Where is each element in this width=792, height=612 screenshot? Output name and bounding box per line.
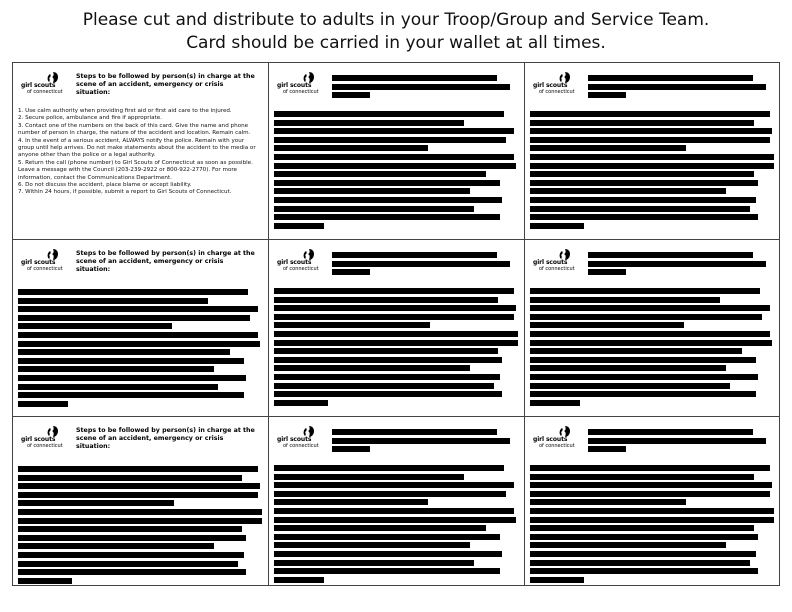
redacted-text-bar [530,365,726,371]
card-grid [12,62,780,586]
redacted-text-bar [18,466,258,472]
redacted-text-bar [274,288,514,294]
girl-scouts-logo [277,429,329,451]
redacted-text-bar [18,509,262,515]
emergency-card-redacted [13,240,269,417]
emergency-step: 2. Secure police, ambulance and fire if appropriate. [18,115,162,122]
redacted-text-bar [274,180,500,186]
redacted-text-bar [274,348,498,354]
emergency-step: 6. Do not discuss the accident, place blame or accept liability. [18,182,192,189]
redacted-title-bar [588,429,753,435]
redacted-text-bar [274,491,506,497]
redacted-text-bar [530,197,756,203]
redacted-text-bar [530,340,772,346]
redacted-text-bar [530,383,730,389]
girl-scouts-logo [21,75,73,97]
girl-scouts-logo [533,252,585,274]
redacted-text-bar [18,500,174,506]
instructions-header [0,9,792,55]
redacted-title-bar [588,269,626,275]
redacted-text-bar [274,517,516,523]
redacted-text-bar [274,223,324,229]
redacted-text-bar [18,298,208,304]
emergency-card-redacted [13,417,269,585]
redacted-text-bar [274,206,474,212]
redacted-text-bar [274,111,504,117]
redacted-text-bar [274,340,518,346]
redacted-text-bar [530,499,686,505]
logo-wordmark: girl scouts [277,82,312,89]
redacted-text-bar [530,348,742,354]
logo-wordmark: girl scouts [533,82,568,89]
instructions-line-1: Please cut and distribute to adults in your Troop/Group and Service Team. [82,10,710,30]
redacted-text-bar [18,349,230,355]
redacted-text-bar [274,214,500,220]
redacted-text-bar [530,297,720,303]
redacted-text-bar [530,525,754,531]
redacted-title-bar [332,261,510,267]
redacted-text-bar [18,375,246,381]
emergency-step: 7. Within 24 hours, if possible, submit a report to Girl Scouts of Connecticut. [18,189,232,196]
redacted-text-bar [274,560,474,566]
redacted-text-bar [530,534,758,540]
redacted-text-bar [274,525,486,531]
instructions-line-2: Card should be carried in your wallet at all times. [186,33,606,53]
redacted-title-bar [332,429,497,435]
redacted-text-bar [18,483,260,489]
redacted-text-bar [18,341,260,347]
redacted-text-bar [274,508,514,514]
redacted-text-bar [530,111,770,117]
redacted-text-bar [18,518,262,524]
logo-wordmark: girl scouts [21,436,56,443]
redacted-text-bar [18,543,214,549]
redacted-title-bar [332,446,370,452]
redacted-text-bar [530,305,770,311]
emergency-card-redacted [525,417,779,585]
emergency-step: 1. Use calm authority when providing first aid or first aid care to the injured. [18,108,232,114]
redacted-text-bar [530,322,684,328]
redacted-text-bar [530,214,758,220]
redacted-text-bar [18,526,242,532]
redacted-text-bar [18,535,246,541]
redacted-text-bar [530,357,756,363]
girl-scouts-logo [533,429,585,451]
redacted-text-bar [530,163,774,169]
redacted-text-bar [274,145,428,151]
card-title: Steps to be followed by person(s) in charge at the scene of an accident, emergency or crisis situation: [76,427,255,450]
redacted-text-bar [530,188,726,194]
logo-wordmark: girl scouts [21,82,56,89]
redacted-title-bar [332,269,370,275]
card-title: Steps to be followed by person(s) in charge at the scene of an accident, emergency or crisis situation: [76,250,255,273]
logo-subtext: of connecticut [283,89,319,95]
redacted-text-bar [18,475,242,481]
redacted-text-bar [530,171,754,177]
redacted-text-bar [274,542,470,548]
redacted-text-bar [274,171,486,177]
redacted-text-bar [18,366,214,372]
redacted-text-bar [274,577,324,583]
logo-wordmark: girl scouts [21,259,56,266]
redacted-title-bar [588,438,766,444]
redacted-text-bar [274,128,514,134]
redacted-text-bar [530,206,750,212]
emergency-card-redacted [269,63,525,240]
logo-subtext: of connecticut [27,266,63,272]
logo-subtext: of connecticut [539,266,575,272]
redacted-text-bar [18,306,258,312]
redacted-text-bar [274,154,514,160]
logo-wordmark: girl scouts [277,259,312,266]
redacted-title-bar [588,446,626,452]
redacted-text-bar [274,482,514,488]
redacted-title-bar [332,92,370,98]
redacted-text-bar [530,120,754,126]
redacted-text-bar [274,499,428,505]
redacted-text-bar [274,568,500,574]
redacted-text-bar [18,358,244,364]
redacted-text-bar [274,365,470,371]
redacted-text-bar [274,314,514,320]
redacted-text-bar [274,188,470,194]
redacted-text-bar [530,577,584,583]
redacted-text-bar [18,323,172,329]
redacted-text-bar [530,517,774,523]
redacted-text-bar [274,331,518,337]
redacted-text-bar [274,391,502,397]
redacted-text-bar [530,400,580,406]
emergency-card-redacted [269,417,525,585]
redacted-title-bar [588,75,753,81]
redacted-text-bar [18,569,246,575]
redacted-text-bar [530,288,760,294]
redacted-title-bar [588,84,766,90]
redacted-text-bar [530,508,774,514]
logo-subtext: of connecticut [27,443,63,449]
redacted-text-bar [18,315,250,321]
redacted-text-bar [530,482,772,488]
redacted-title-bar [588,92,626,98]
redacted-text-bar [530,560,750,566]
redacted-text-bar [18,289,248,295]
redacted-title-bar [588,261,766,267]
redacted-text-bar [530,314,762,320]
emergency-card-redacted [525,63,779,240]
redacted-text-bar [274,551,502,557]
redacted-text-bar [530,465,770,471]
redacted-text-bar [530,154,774,160]
emergency-card [13,63,269,240]
girl-scouts-logo [533,75,585,97]
redacted-text-bar [274,120,464,126]
girl-scouts-logo [277,252,329,274]
redacted-text-bar [18,384,218,390]
redacted-text-bar [530,223,584,229]
logo-subtext: of connecticut [539,443,575,449]
logo-wordmark: girl scouts [533,259,568,266]
emergency-card-redacted [269,240,525,417]
redacted-title-bar [332,252,497,258]
emergency-step: 4. In the event of a serious accident, ALWAYS notify the police. Remain with your group until help arrives. Do not make statements about the accident to the media or anyone other than the police or a legal authority. [18,137,256,159]
emergency-step: 3. Contact one of the numbers on the back of this card. Give the name and phone number of person in charge, the nature of the accident and location. Remain calm. [18,122,251,137]
redacted-text-bar [274,163,516,169]
redacted-text-bar [530,568,758,574]
girl-scouts-logo [21,429,73,451]
logo-wordmark: girl scouts [533,436,568,443]
logo-subtext: of connecticut [283,443,319,449]
card-title: Steps to be followed by person(s) in charge at the scene of an accident, emergency or crisis situation: [76,73,255,96]
redacted-text-bar [274,400,328,406]
redacted-text-bar [530,474,754,480]
redacted-text-bar [274,197,502,203]
logo-subtext: of connecticut [539,89,575,95]
redacted-text-bar [274,374,500,380]
girl-scouts-logo [21,252,73,274]
redacted-title-bar [588,252,753,258]
redacted-text-bar [530,331,770,337]
redacted-title-bar [332,84,510,90]
emergency-steps-list [18,108,262,197]
logo-subtext: of connecticut [283,266,319,272]
redacted-text-bar [274,137,506,143]
redacted-text-bar [274,465,504,471]
redacted-text-bar [530,491,770,497]
redacted-text-bar [274,534,500,540]
redacted-text-bar [530,137,770,143]
redacted-text-bar [530,391,756,397]
redacted-text-bar [18,392,244,398]
redacted-text-bar [530,542,726,548]
redacted-text-bar [274,322,430,328]
redacted-text-bar [274,357,502,363]
redacted-text-bar [530,374,758,380]
redacted-text-bar [274,383,494,389]
redacted-text-bar [530,128,772,134]
girl-scouts-logo [277,75,329,97]
emergency-card-redacted [525,240,779,417]
redacted-text-bar [530,145,686,151]
redacted-text-bar [18,401,68,407]
redacted-text-bar [274,474,464,480]
redacted-title-bar [332,438,510,444]
redacted-text-bar [274,297,498,303]
redacted-text-bar [530,180,758,186]
redacted-text-bar [530,551,756,557]
logo-wordmark: girl scouts [277,436,312,443]
emergency-step: 5. Return the call (phone number) to Girl Scouts of Connecticut as soon as possible. Leave a message with the Council (203-239-2922 or 800-922-2770). For more information, contact the Communications Department. [18,159,253,181]
redacted-text-bar [18,578,72,584]
redacted-text-bar [274,305,516,311]
redacted-text-bar [18,332,258,338]
redacted-text-bar [18,561,238,567]
redacted-text-bar [18,552,244,558]
redacted-title-bar [332,75,497,81]
logo-subtext: of connecticut [27,89,63,95]
redacted-text-bar [18,492,258,498]
